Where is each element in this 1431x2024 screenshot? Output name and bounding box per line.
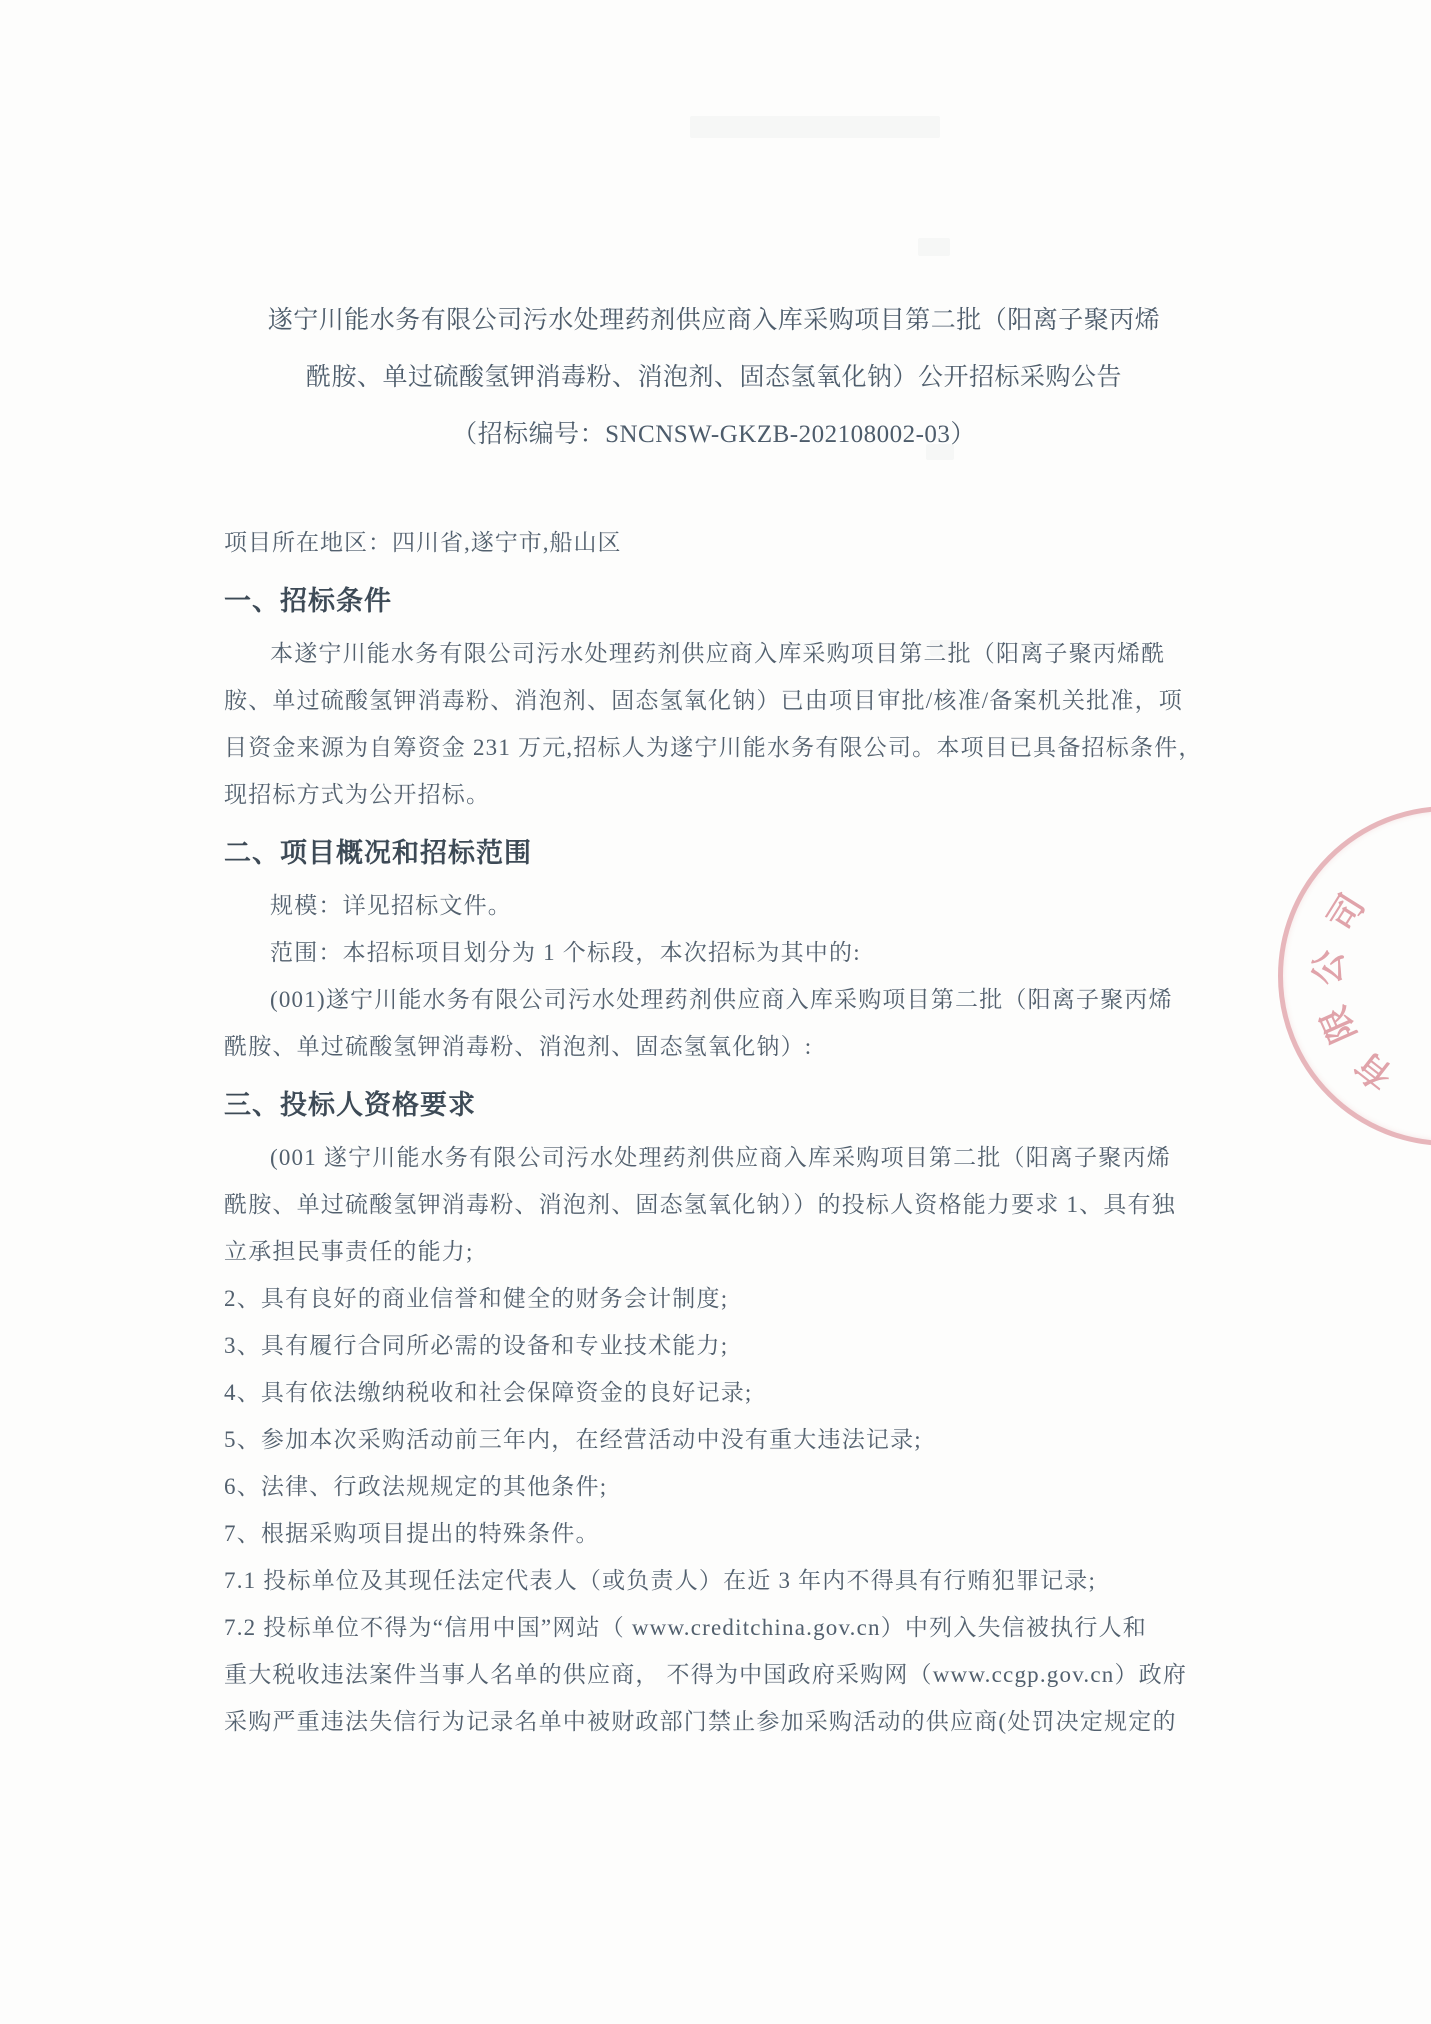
title-line-2: 酰胺、单过硫酸氢钾消毒粉、消泡剂、固态氢氧化钠）公开招标采购公告 xyxy=(305,364,1122,391)
document-line: 酰胺、单过硫酸氢钾消毒粉、消泡剂、固态氢氧化钠）: xyxy=(224,1034,813,1059)
document-line: 7、根据采购项目提出的特殊条件。 xyxy=(224,1521,600,1546)
document-line: 7.1 投标单位及其现任法定代表人（或负责人）在近 3 年内不得具有行贿犯罪记录; xyxy=(224,1568,1097,1593)
document-line: 6、法律、行政法规规定的其他条件; xyxy=(224,1474,608,1499)
document-line: (001)遂宁川能水务有限公司污水处理药剂供应商入库采购项目第二批（阳离子聚丙烯 xyxy=(270,987,1173,1012)
document-line: 范围：本招标项目划分为 1 个标段，本次招标为其中的: xyxy=(270,940,861,965)
stamp-character: 有 xyxy=(1348,1044,1401,1097)
document-line: 立承担民事责任的能力; xyxy=(224,1239,474,1264)
location-line: 项目所在地区：四川省,遂宁市,船山区 xyxy=(224,530,622,555)
document-line: (001 遂宁川能水务有限公司污水处理药剂供应商入库采购项目第二批（阳离子聚丙烯 xyxy=(270,1145,1171,1170)
title-line-1: 遂宁川能水务有限公司污水处理药剂供应商入库采购项目第二批（阳离子聚丙烯 xyxy=(267,307,1161,334)
document-line: 重大税收违法案件当事人名单的供应商， 不得为中国政府采购网（www.ccgp.gov.cn）政府 xyxy=(224,1662,1188,1687)
document-title xyxy=(224,0,1204,463)
stamp-character: 限 xyxy=(1313,1000,1364,1049)
document-line: 7.2 投标单位不得为“信用中国”网站（ www.creditchina.gov.cn）中列入失信被执行人和 xyxy=(224,1615,1147,1640)
company-seal-stamp xyxy=(1278,806,1431,1146)
title-line-3-tender-number: （招标编号：SNCNSW-GKZB-202108002-03） xyxy=(452,421,976,448)
stamp-character: 公 xyxy=(1308,948,1350,987)
document-line: 胺、单过硫酸氢钾消毒粉、消泡剂、固态氢氧化钠）已由项目审批/核准/备案机关批准，项 xyxy=(224,688,1183,713)
stamp-character: 司 xyxy=(1320,887,1373,938)
document-line: 2、具有良好的商业信誉和健全的财务会计制度; xyxy=(224,1286,729,1311)
section-heading-2: 二、项目概况和招标范围 xyxy=(224,838,532,868)
document-line: 3、具有履行合同所必需的设备和专业技术能力; xyxy=(224,1333,729,1358)
document-line: 酰胺、单过硫酸氢钾消毒粉、消泡剂、固态氢氧化钠））的投标人资格能力要求 1、具有独 xyxy=(224,1192,1176,1217)
page-content xyxy=(224,0,1204,1745)
sections xyxy=(224,576,1204,1745)
section-heading-3: 三、投标人资格要求 xyxy=(224,1090,476,1120)
document-line: 5、参加本次采购活动前三年内，在经营活动中没有重大违法记录; xyxy=(224,1427,922,1452)
document-line: 现招标方式为公开招标。 xyxy=(224,782,491,807)
document-line: 规模：详见招标文件。 xyxy=(270,893,512,918)
document-line: 本遂宁川能水务有限公司污水处理药剂供应商入库采购项目第二批（阳离子聚丙烯酰 xyxy=(270,641,1166,666)
document-line: 4、具有依法缴纳税收和社会保障资金的良好记录; xyxy=(224,1380,753,1405)
document-line: 目资金来源为自筹资金 231 万元,招标人为遂宁川能水务有限公司。本项目已具备招标条件， xyxy=(224,735,1203,760)
section-heading-1: 一、招标条件 xyxy=(224,586,392,616)
document-line: 采购严重违法失信行为记录名单中被财政部门禁止参加采购活动的供应商(处罚决定规定的 xyxy=(224,1709,1177,1734)
